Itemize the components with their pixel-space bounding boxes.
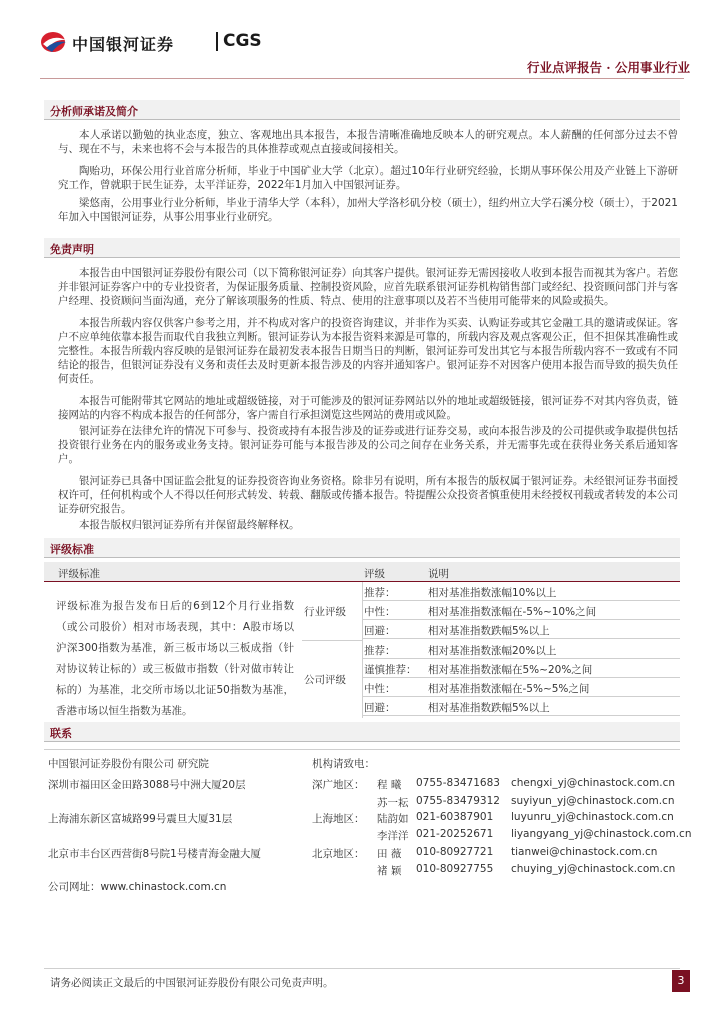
page-header [40,28,690,75]
contact-name: 苏一耘 [377,797,409,809]
contact-phone: 021-20252671 [416,828,494,840]
contact-phone: 021-60387901 [416,811,494,823]
contact-phone: 010-80927755 [416,863,494,875]
industry-row-neutral [362,601,680,620]
rating-level: 推荐： [364,645,396,657]
contact-name: 田 薇 [377,848,402,860]
industry-row-recommend [362,582,680,601]
logo-text-cn: 中国银河证券 [72,35,175,54]
header-divider [40,78,684,79]
rating-level: 回避： [364,625,396,637]
rating-level: 中性： [364,606,396,618]
disclaimer-para-6: 本报告版权归银河证券所有并保留最终解释权。 [79,519,300,531]
logo-divider [216,32,218,51]
analyst-commitment: 本人承诺以勤勉的执业态度，独立、客观地出具本报告，本报告清晰准确地反映本人的研究观点。本人薪酬的任何部分过去不曾与、现在不与，未来也将不会与本报告的具体推荐或观点直接或间接相关。 [58,129,678,155]
rating-definition: 相对基准指数涨幅20%以上 [428,645,557,657]
contact-name: 褚 颖 [377,865,402,877]
contact-name: 陆韵如 [377,813,409,825]
analyst-bio-liang: 梁悠南，公用事业行业分析师，毕业于清华大学（本科），加州大学洛杉矶分校（硕士），纽约州立大学石溪分校（硕士），于2021年加入中国银河证券，从事公用事业行业研究。 [58,197,678,223]
rating-level: 回避： [364,702,396,714]
analyst-section-header [44,100,680,120]
contact-name: 程 曦 [377,779,402,791]
report-type-label: 行业点评报告 · 公用事业行业 [526,60,690,75]
region-beijing: 北京地区： [312,848,365,860]
rating-definition: 相对基准指数涨幅在-5%~5%之间 [428,683,590,695]
rating-level: 推荐： [364,587,396,599]
region-shanghai: 上海地区： [312,813,365,825]
disclaimer-para-3: 本报告可能附带其它网站的地址或超级链接，对于可能涉及的银河证券网站以外的地址或超级链接，银河证券不对其内容负责，链接网站的内容不构成本报告的任何部分，客户需自行承担浏览这些网站的费用或风险。 [58,395,678,421]
contact-section-header [44,722,680,742]
industry-row-avoid [362,620,680,639]
contact-phone: 0755-83479312 [416,795,500,807]
page-number: 3 [672,970,690,992]
logo-text-en: CGS [223,31,262,51]
company-row-avoid [362,697,680,716]
contact-email[interactable]: liyangyang_yj@chinastock.com.cn [511,828,692,840]
contact-email[interactable]: chuying_yj@chinastock.com.cn [511,863,676,875]
region-shenguang: 深广地区： [312,779,365,791]
contact-name: 李洋洋 [377,830,409,842]
contact-phone: 0755-83471683 [416,777,500,789]
address-shanghai: 上海浦东新区富城路99号震旦大厦31层 [48,813,233,825]
rating-definition: 相对基准指数跌幅5%以上 [428,702,550,714]
col-standard: 评级标准 [58,568,100,580]
rating-section-title: 评级标准 [50,543,94,556]
institute-name: 中国银河证券股份有限公司 研究院 [48,758,209,770]
contact-email[interactable]: chengxi_yj@chinastock.com.cn [511,777,676,789]
rating-section-header [44,538,680,558]
rating-definition: 相对基准指数跌幅5%以上 [428,625,550,637]
col-definition: 说明 [428,568,449,580]
rating-definition: 相对基准指数涨幅10%以上 [428,587,557,599]
analyst-bio-tao: 陶贻功，环保公用行业首席分析师，毕业于中国矿业大学（北京）。超过10年行业研究经验，长期从事环保公用及产业链上下游研究工作，曾就职于民生证券，太平洋证券，2022年1月加入中国银河证券。 [58,165,678,191]
rating-definition: 相对基准指数涨幅在-5%~10%之间 [428,606,597,618]
disclaimer-para-5: 银河证券已具备中国证监会批复的证券投资咨询业务资格。除非另有说明，所有本报告的版权属于银河证券。未经银河证券书面授权许可，任何机构或个人不得以任何形式转发、转载、翻版或传播本报告。特提醒公众投资者慎重使用未经授权刊载或者转发的本公司证券研究报告。 [58,475,678,515]
disclaimer-para-1: 本报告由中国银河证券股份有限公司（以下简称银河证券）向其客户提供。银河证券无需因接收人收到本报告而视其为客户。若您并非银河证券客户中的专业投资者，为保证服务质量、控制投资风险，应首先联系银河证券机构销售部门或经纪、投资顾问部门并与客户经理、投资顾问当面沟通，充分了解该项服务的性质、特点、使用的注意事项以及若不当使用可能带来的风险或损失。 [58,267,678,307]
rating-table-header [44,562,680,582]
contact-divider [44,749,680,750]
col-level: 评级 [364,568,385,580]
category-divider [302,640,362,641]
company-row-neutral [362,678,680,697]
footer-divider [44,968,680,969]
industry-rating-label: 行业评级 [304,606,346,618]
company-row-recommend [362,640,680,659]
disclaimer-section-header [44,238,680,258]
contact-email[interactable]: suyiyun_yj@chinastock.com.cn [511,795,675,807]
footer-notice: 请务必阅读正文最后的中国银河证券股份有限公司免责声明。 [50,977,334,989]
contact-phone: 010-80927721 [416,846,494,858]
company-row-cautious [362,659,680,678]
rating-level: 中性： [364,683,396,695]
contact-section-title: 联系 [50,727,72,740]
company-rating-label: 公司评级 [304,674,346,686]
inquiry-label: 机构请致电： [312,758,375,770]
address-beijing: 北京市丰台区西营街8号院1号楼青海金融大厦 [48,848,261,860]
rating-table [44,562,680,718]
contact-email[interactable]: luyunru_yj@chinastock.com.cn [511,811,674,823]
rating-level: 谨慎推荐： [364,664,417,676]
analyst-section-title: 分析师承诺及简介 [50,105,138,118]
address-shenzhen: 深圳市福田区金田路3088号中洲大厦20层 [48,779,246,791]
disclaimer-para-2: 本报告所载内容仅供客户参考之用，并不构成对客户的投资咨询建议，并非作为买卖、认购证券或其它金融工具的邀请或保证。客户不应单纯依靠本报告而取代自我独立判断。银河证券认为本报告资料来源是可靠的，所载内容及观点客观公正，但不担保其准确性或完整性。本报告所载内容反映的是银河证券在最初发表本报告日期当日的判断，银河证券可发出其它与本报告所载内容不一致或有不同结论的报告，但银河证券没有义务和责任去及时更新本报告涉及的内容并通知客户。银河证券不对因客户使用本报告而导致的损失负任何责任。 [58,317,678,385]
disclaimer-section-title: 免责声明 [50,243,94,256]
rating-definition: 相对基准指数涨幅在5%~20%之间 [428,664,593,676]
cgs-logo-icon [40,30,68,54]
disclaimer-para-4: 银河证券在法律允许的情况下可参与、投资或持有本报告涉及的证券或进行证券交易，或向本报告涉及的公司提供或争取提供包括投资银行业务在内的服务或业务支持。银河证券可能与本报告涉及的公司之间存在业务关系，并无需事先或在获得业务关系后通知客户。 [58,425,678,465]
company-website[interactable]: 公司网址：www.chinastock.com.cn [48,881,227,893]
contact-email[interactable]: tianwei@chinastock.com.cn [511,846,658,858]
rating-description: 评级标准为报告发布日后的6到12个月行业指数（或公司股价）相对市场表现，其中：A股市场以沪深300指数为基准，新三板市场以三板成指（针对协议转让标的）或三板做市指数（针对做市转让标的）为基准，北交所市场以北证50指数为基准，香港市场以恒生指数为基准。 [56,600,294,717]
